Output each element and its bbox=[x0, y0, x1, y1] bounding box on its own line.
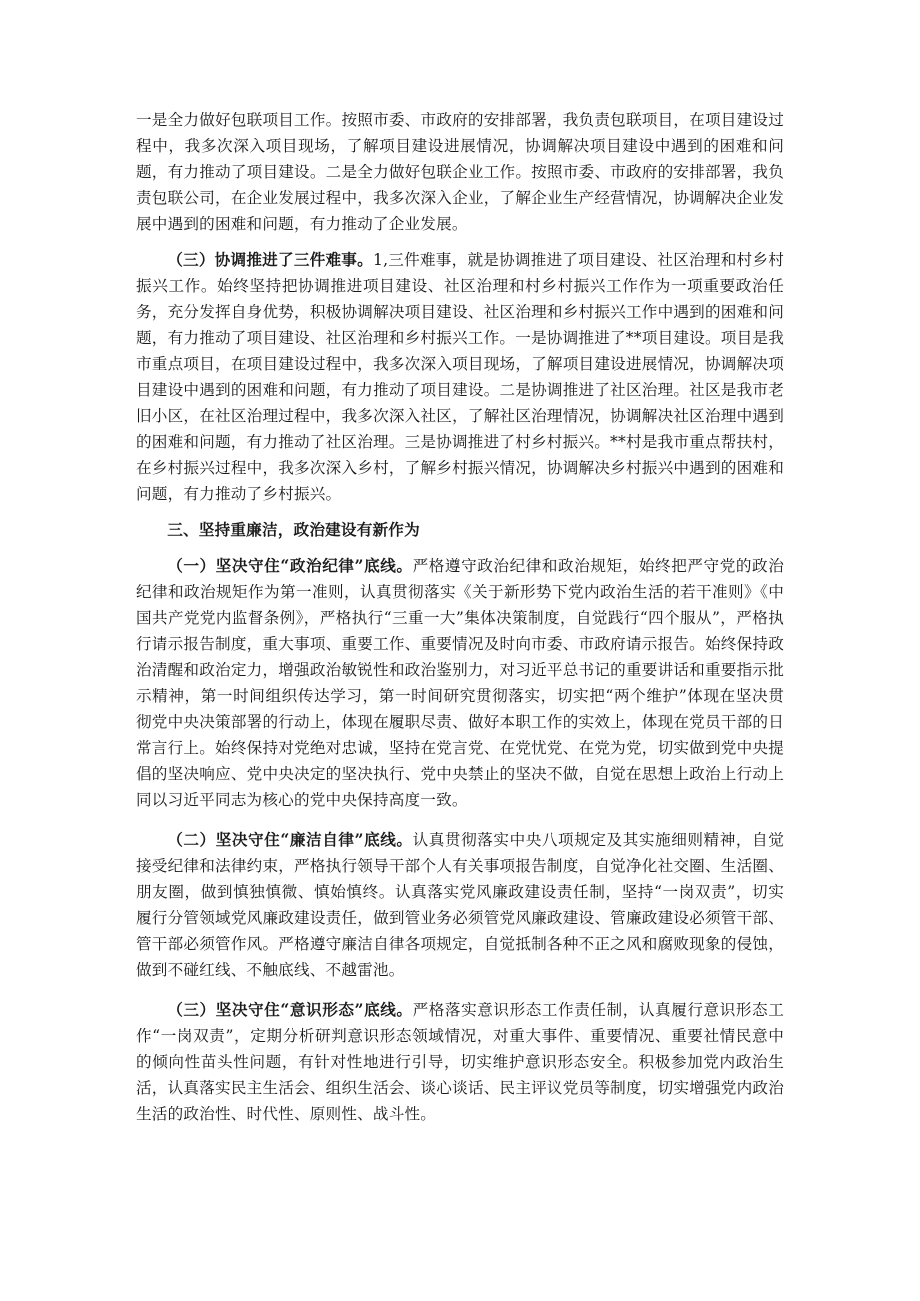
document-page bbox=[136, 107, 784, 1127]
paragraph-political-discipline bbox=[136, 553, 784, 813]
paragraph-continuation: 一是全力做好包联项目工作。按照市委、市政府的安排部署，我负责包联项目，在项目建设过程中，我多次深入项目现场，了解项目建设进展情况，协调解决项目建设中遇到的困难和问题，有力推动了项目建设。二是全力做好包联企业工作。按照市委、市政府的安排部署，我负责包联公司，在企业发展过程中，我多次深入企业，了解企业生产经营情况，协调解决企业发展中遇到的困难和问题，有力推动了企业发展。 bbox=[136, 111, 784, 233]
ideology-body: 严格落实意识形态工作责任制，认真履行意识形态工作“一岗双责”，定期分析研判意识形态领域情况，对重大事件、重要情况、重要社情民意中的倾向性苗头性问题，有针对性地进行引导，切实维护意识形态安全。积极参加党内政治生活，认真落实民主生活会、组织生活会、谈心谈话、民主评议党员等制度，切实增强党内政治生活的政治性、时代性、原则性、战斗性。 bbox=[136, 1001, 784, 1123]
paragraph-integrity bbox=[136, 827, 784, 983]
political-discipline-lead: （一）坚决守住“政治纪律”底线。 bbox=[167, 556, 413, 575]
section-3-body: 1,三件难事，就是协调推进了项目建设、社区治理和村乡村振兴工作。始终坚持把协调推进项目建设、社区治理和村乡村振兴工作作为一项重要政治任务，充分发挥自身优势，积极协调解决项目建设、社区治理和乡村振兴工作中遇到的困难和问题，有力推动了项目建设、社区治理和乡村振兴工作。一是协调推进了**项目建设。项目是我市重点项目，在项目建设过程中，我多次深入项目现场，了解项目建设进展情况，协调解决项目建设中遇到的困难和问题，有力推动了项目建设。二是协调推进了社区治理。社区是我市老旧小区，在社区治理过程中，我多次深入社区，了解社区治理情况，协调解决社区治理中遇到的困难和问题，有力推动了社区治理。三是协调推进了村乡村振兴。**村是我市重点帮扶村，在乡村振兴过程中，我多次深入乡村，了解乡村振兴情况，协调解决乡村振兴中遇到的困难和问题，有力推动了乡村振兴。 bbox=[136, 251, 785, 503]
heading-part-3: 三、坚持重廉洁，政治建设有新作为 bbox=[167, 520, 420, 539]
integrity-body: 认真贯彻落实中央八项规定及其实施细则精神，自觉接受纪律和法律约束，严格执行领导干部个人有关事项报告制度，自觉净化社交圈、生活圈、朋友圈，做到慎独慎微、慎始慎终。认真落实党风廉政建设责任制，坚持“一岗双责”，切实履行分管领域党风廉政建设责任，做到管业务必须管党风廉政建设、管廉政建设必须管干部、管干部必须管作风。严格遵守廉洁自律各项规定，自觉抵制各种不正之风和腐败现象的侵蚀，做到不碰红线、不触底线、不越雷池。 bbox=[136, 831, 784, 979]
integrity-lead: （二）坚决守住“廉洁自律”底线。 bbox=[167, 830, 413, 849]
section-3-lead: （三）协调推进了三件难事。 bbox=[167, 250, 373, 269]
paragraph-ideology bbox=[136, 997, 784, 1127]
paragraph-section-3 bbox=[136, 247, 784, 507]
ideology-lead: （三）坚决守住“意识形态”底线。 bbox=[167, 1000, 413, 1019]
political-discipline-body: 严格遵守政治纪律和政治规矩，始终把严守党的政治纪律和政治规矩作为第一准则，认真贯彻落实《关于新形势下党内政治生活的若干准则》《中国共产党党内监督条例》，严格执行“三重一大”集体决策制度，自觉践行“四个服从”，严格执行请示报告制度，重大事项、重要工作、重要情况及时向市委、市政府请示报告。始终保持政治清醒和政治定力，增强政治敏锐性和政治鉴别力，对习近平总书记的重要讲话和重要指示批示精神，第一时间组织传达学习，第一时间研究贯彻落实，切实把“两个维护”体现在坚决贯彻党中央决策部署的行动上，体现在履职尽责、做好本职工作的实效上，体现在党员干部的日常言行上。始终保持对党绝对忠诚，坚持在党言党、在党忧党、在党为党，切实做到党中央提倡的坚决响应、党中央决定的坚决执行、党中央禁止的坚决不做，自觉在思想上政治上行动上同以习近平同志为核心的党中央保持高度一致。 bbox=[136, 557, 784, 809]
